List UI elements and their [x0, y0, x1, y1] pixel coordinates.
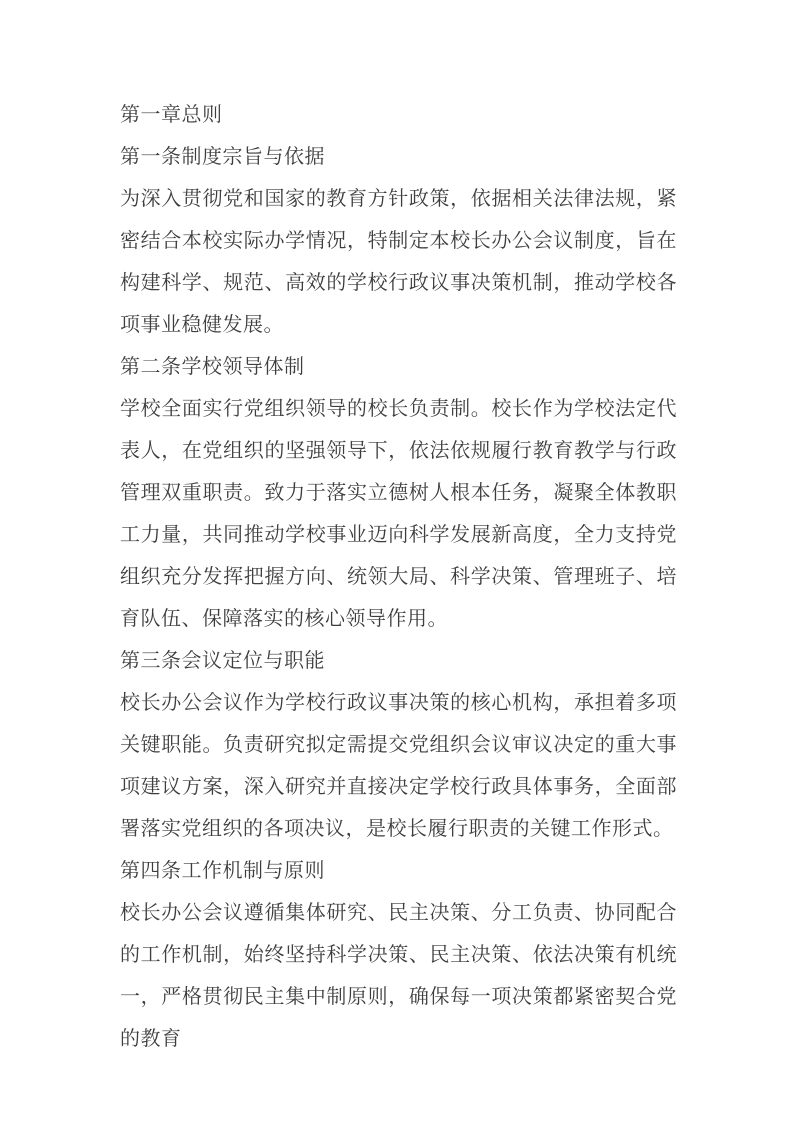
- chapter-heading: 第一章总则: [120, 102, 223, 126]
- article-2-heading: 第二条学校领导体制: [120, 354, 305, 378]
- article-2-body: 学校全面实行党组织领导的校长负责制。校长作为学校法定代表人，在党组织的坚强领导下，依法依规履行教育教学与行政管理双重职责。致力于落实立德树人根本任务，凝聚全体教职工力量，共同推动学校事业迈向科学发展新高度，全力支持党组织充分发挥把握方向、统领大局、科学决策、管理班子、培育队伍、保障落实的核心领导作用。: [120, 396, 677, 630]
- article-4-body: 校长办公会议遵循集体研究、民主决策、分工负责、协同配合的工作机制，始终坚持科学决策、民主决策、依法决策有机统一，严格贯彻民主集中制原则，确保每一项决策都紧密契合党的教育: [120, 900, 677, 1050]
- document-content: [120, 93, 677, 1059]
- article-1-body: 为深入贯彻党和国家的教育方针政策，依据相关法律法规，紧密结合本校实际办学情况，特制定本校长办公会议制度，旨在构建科学、规范、高效的学校行政议事决策机制，推动学校各项事业稳健发展。: [120, 186, 677, 336]
- article-4-heading: 第四条工作机制与原则: [120, 858, 325, 882]
- article-1-heading: 第一条制度宗旨与依据: [120, 144, 325, 168]
- article-3-body: 校长办公会议作为学校行政议事决策的核心机构，承担着多项关键职能。负责研究拟定需提交党组织会议审议决定的重大事项建议方案，深入研究并直接决定学校行政具体事务，全面部署落实党组织的各项决议，是校长履行职责的关键工作形式。: [120, 690, 677, 840]
- article-3-heading: 第三条会议定位与职能: [120, 648, 325, 672]
